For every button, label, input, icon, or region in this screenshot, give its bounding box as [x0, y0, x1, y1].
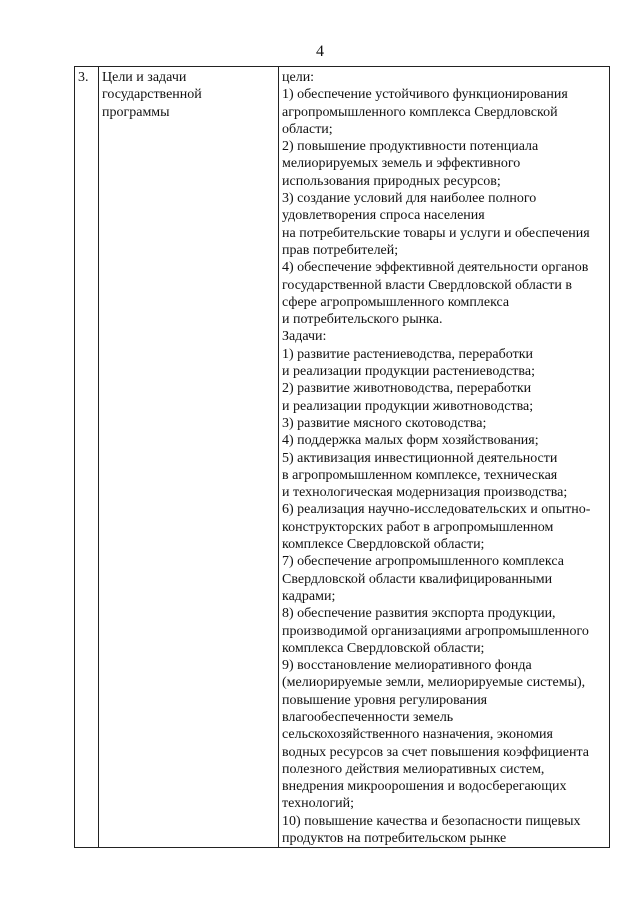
content-line: 10) повышение качества и безопасности пищевых: [282, 813, 581, 829]
content-line: (мелиорируемые земли, мелиорируемые системы),: [282, 675, 586, 691]
content-line: и реализации продукции животноводства;: [282, 398, 534, 414]
content-line: 6) реализация научно-исследовательских и опытно-: [282, 502, 591, 518]
row-number: 3.: [75, 67, 99, 848]
content-line: 3) развитие мясного скотоводства;: [282, 415, 487, 431]
content-line: 1) развитие растениеводства, переработки: [282, 346, 533, 362]
content-line: агропромышленного комплекса Свердловской: [282, 104, 558, 120]
content-line: и технологическая модернизация производства;: [282, 485, 568, 501]
content-line: комплексе Свердловской области;: [282, 537, 485, 553]
row-label-line: программы: [102, 104, 170, 120]
row-content: [279, 67, 610, 848]
content-line: прав потребителей;: [282, 242, 399, 258]
row-label: [99, 67, 279, 848]
content-line: 7) обеспечение агропромышленного комплекса: [282, 554, 564, 570]
content-line: в агропромышленном комплексе, техническая: [282, 467, 558, 483]
content-line: производимой организациями агропромышленного: [282, 623, 589, 639]
content-line: 4) обеспечение эффективной деятельности органов: [282, 260, 589, 276]
content-line: 5) активизация инвестиционной деятельности: [282, 450, 558, 466]
content-line: водных ресурсов за счет повышения коэффициента: [282, 744, 589, 760]
content-line: комплекса Свердловской области;: [282, 640, 485, 656]
content-line: конструкторских работ в агропромышленном: [282, 519, 554, 535]
content-line: кадрами;: [282, 588, 336, 604]
content-line: сельскохозяйственного назначения, экономия: [282, 727, 553, 743]
content-line: 2) повышение продуктивности потенциала: [282, 139, 539, 155]
content-line: мелиорируемых земель и эффективного: [282, 156, 521, 172]
content-line: Свердловской области квалифицированными: [282, 571, 553, 587]
content-line: продуктов на потребительском рынке: [282, 831, 507, 847]
row-label-line: Цели и задачи: [102, 70, 187, 85]
content-line: области;: [282, 121, 333, 137]
content-line: и потребительского рынка.: [282, 312, 443, 328]
program-table: [74, 66, 610, 848]
content-line: использования природных ресурсов;: [282, 173, 501, 189]
table-row: [75, 67, 610, 848]
content-line: на потребительские товары и услуги и обеспечения: [282, 225, 590, 241]
content-line: 9) восстановление мелиоративного фонда: [282, 658, 532, 674]
content-line: влагообеспеченности земель: [282, 709, 454, 725]
content-line: удовлетворения спроса населения: [282, 208, 485, 224]
content-line: полезного действия мелиоративных систем,: [282, 761, 545, 777]
content-line: и реализации продукции растениеводства;: [282, 364, 535, 380]
content-line: сфере агропромышленного комплекса: [282, 294, 510, 310]
content-line: цели:: [282, 70, 315, 85]
content-line: 1) обеспечение устойчивого функционирования: [282, 87, 568, 103]
content-line: 3) создание условий для наиболее полного: [282, 191, 537, 207]
page-number: 4: [316, 43, 324, 60]
content-line: технологий;: [282, 796, 355, 812]
content-line: 8) обеспечение развития экспорта продукции,: [282, 606, 556, 622]
row-label-line: государственной: [102, 87, 202, 103]
content-line: Задачи:: [282, 329, 327, 345]
content-line: повышение уровня регулирования: [282, 692, 488, 708]
content-line: государственной власти Свердловской области в: [282, 277, 572, 293]
content-line: 4) поддержка малых форм хозяйствования;: [282, 433, 539, 449]
content-line: внедрения микроорошения и водосберегающих: [282, 779, 567, 795]
content-line: 2) развитие животноводства, переработки: [282, 381, 532, 397]
